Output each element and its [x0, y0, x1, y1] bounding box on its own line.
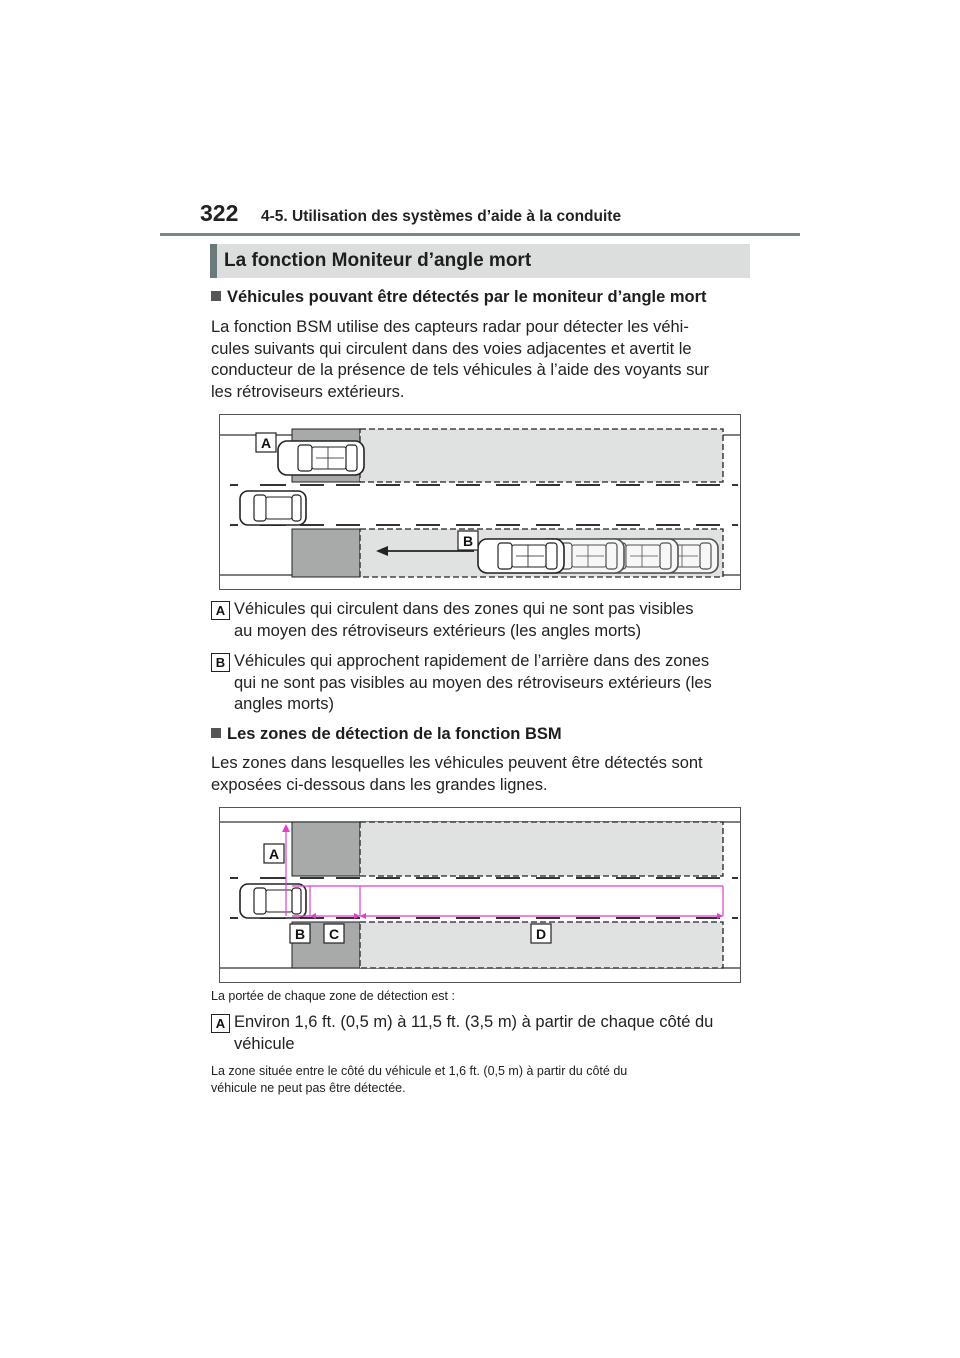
item-line: au moyen des rétroviseurs extérieurs (les angles morts) — [234, 621, 642, 640]
own-vehicle — [240, 884, 306, 918]
header-rule — [160, 233, 800, 236]
paragraph-bsm-intro — [211, 317, 751, 403]
subheading-text: Les zones de détection de la fonction BSM — [227, 725, 562, 743]
car-approaching — [478, 539, 564, 573]
subheading-detection-zones — [211, 725, 562, 744]
page-number: 322 — [200, 200, 239, 226]
figure-detectable-vehicles — [219, 414, 741, 590]
list-item-b — [211, 651, 756, 717]
paragraph-line: cules suivants qui circulent dans des voies adjacentes et avertit le — [211, 339, 692, 358]
paragraph-line: La fonction BSM utilise des capteurs radar pour détecter les véhi- — [211, 318, 689, 336]
square-bullet-icon — [211, 291, 221, 301]
section-header — [210, 244, 750, 278]
figure-label-b: B — [294, 926, 306, 942]
figure-label-a: A — [260, 435, 272, 451]
item-line: Véhicules qui approchent rapidement de l’arrière dans des zones — [234, 652, 710, 670]
list-item-a-range — [211, 1012, 756, 1056]
paragraph-line: les rétroviseurs extérieurs. — [211, 382, 405, 401]
square-bullet-icon — [211, 728, 221, 738]
note-line: véhicule ne peut pas être détectée. — [211, 1081, 406, 1095]
figure-label-d: D — [535, 926, 547, 942]
item-line: angles morts) — [234, 695, 334, 713]
figure-label-a: A — [268, 846, 280, 862]
section-accent-bar — [210, 244, 217, 278]
item-line: véhicule — [234, 1034, 295, 1053]
paragraph-line: Les zones dans lesquelles les véhicules peuvent être détectés sont — [211, 754, 703, 772]
paragraph-zones-intro — [211, 753, 751, 796]
subheading-text: Véhicules pouvant être détectés par le moniteur d’angle mort — [227, 288, 707, 306]
note-line: La zone située entre le côté du véhicule et 1,6 ft. (0,5 m) à partir du côté du — [211, 1064, 628, 1078]
item-tag: B — [211, 653, 230, 672]
note-undetectable-zone — [211, 1063, 756, 1097]
figure-label-b: B — [462, 533, 474, 549]
list-item-a — [211, 599, 756, 643]
item-tag: A — [211, 601, 230, 620]
section-title: La fonction Moniteur d’angle mort — [224, 250, 532, 271]
item-line: qui ne sont pas visibles au moyen des rétroviseurs extérieurs (les — [234, 673, 712, 692]
item-line: Véhicules qui circulent dans des zones qui ne sont pas visibles — [234, 600, 694, 618]
car-in-blind-spot — [278, 441, 364, 475]
caption-range: La portée de chaque zone de détection est : — [211, 989, 455, 1003]
own-vehicle — [240, 491, 306, 525]
figure-label-c: C — [328, 926, 340, 942]
item-tag: A — [211, 1014, 230, 1033]
figure-detection-zones — [219, 807, 741, 983]
paragraph-line: exposées ci-dessous dans les grandes lignes. — [211, 775, 548, 794]
item-line: Environ 1,6 ft. (0,5 m) à 11,5 ft. (3,5 m) à partir de chaque côté du — [234, 1013, 714, 1031]
chapter-title: 4-5. Utilisation des systèmes d’aide à la conduite — [261, 208, 622, 225]
subheading-detectable-vehicles — [211, 288, 707, 307]
paragraph-line: conducteur de la présence de tels véhicules à l’aide des voyants sur — [211, 361, 710, 379]
